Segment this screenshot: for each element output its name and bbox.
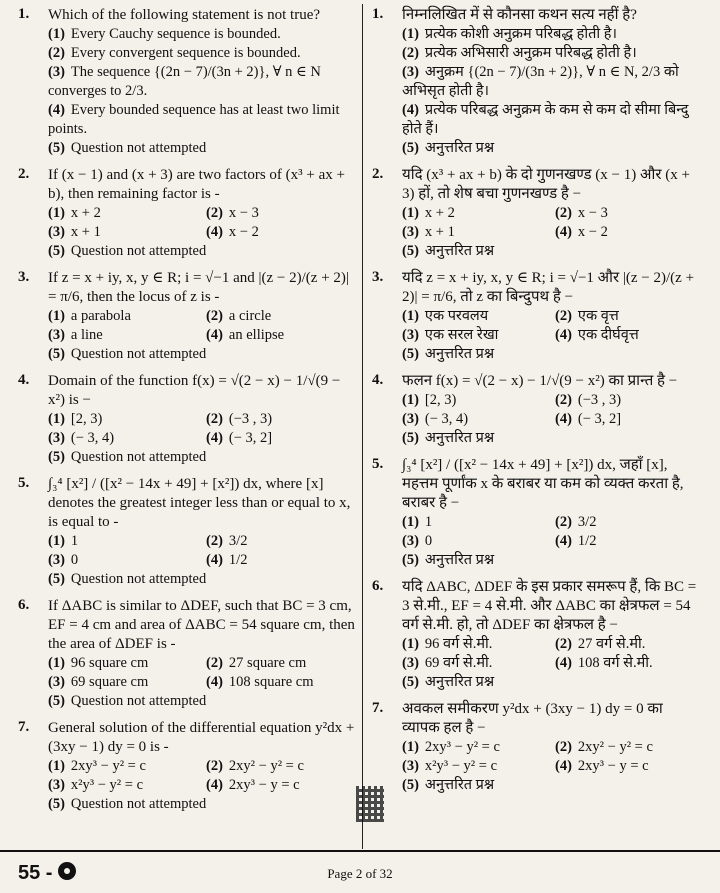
question-number: 1. xyxy=(18,6,30,22)
option-text: 27 वर्ग से.मी. xyxy=(577,636,646,652)
option-text: अनुत्तरित प्रश्न xyxy=(424,674,495,690)
option xyxy=(48,654,200,673)
option-text: 96 वर्ग से.मी. xyxy=(424,636,493,652)
option-number: (2) xyxy=(555,514,572,530)
option-number: (5) xyxy=(48,693,65,709)
option-text: एक वृत्त xyxy=(577,308,619,324)
option xyxy=(555,513,702,532)
option-text: Question not attempted xyxy=(70,243,207,259)
option-number: (1) xyxy=(402,392,419,408)
option xyxy=(206,551,358,570)
option-text: (− 3, 4) xyxy=(70,430,115,446)
options-grid xyxy=(402,391,702,429)
option xyxy=(206,757,358,776)
option xyxy=(402,204,549,223)
option xyxy=(206,654,358,673)
option xyxy=(555,532,702,551)
option xyxy=(402,307,549,326)
option-number: (3) xyxy=(402,64,419,80)
question-number: 6. xyxy=(18,597,30,613)
option-number: (3) xyxy=(402,533,419,549)
question-text: Domain of the function f(x) = √(2 − x) − 1/√(9 − x²) is − xyxy=(48,373,341,408)
option xyxy=(48,429,200,448)
option-text: [2, 3) xyxy=(70,411,103,427)
question-1-hi xyxy=(372,6,702,158)
option-number: (2) xyxy=(206,205,223,221)
option xyxy=(48,44,358,63)
options-list xyxy=(48,25,358,158)
option-text: प्रत्येक अभिसारी अनुक्रम परिबद्ध होती है। xyxy=(424,45,637,61)
option-text: एक दीर्घवृत्त xyxy=(577,327,639,343)
option-text: Question not attempted xyxy=(70,693,207,709)
option-text: 69 वर्ग से.मी. xyxy=(424,655,493,671)
option-text: (− 3, 2] xyxy=(577,411,622,427)
option-text: x²y³ − y² = c xyxy=(70,777,144,793)
option xyxy=(402,635,549,654)
option-text: अनुत्तरित प्रश्न xyxy=(424,140,495,156)
option-text: प्रत्येक कोशी अनुक्रम परिबद्ध होती है। xyxy=(424,26,617,42)
option-number: (4) xyxy=(555,758,572,774)
option xyxy=(402,326,549,345)
option xyxy=(48,757,200,776)
option-number: (5) xyxy=(48,346,65,362)
option-text: a line xyxy=(70,327,103,343)
option-number: (3) xyxy=(48,64,65,80)
option xyxy=(402,410,549,429)
option-text: x − 2 xyxy=(577,224,608,240)
qr-code-icon xyxy=(356,786,384,822)
option-text: Question not attempted xyxy=(70,449,207,465)
question-text: यदि (x³ + ax + b) के दो गुणनखण्ड (x − 1) और (x + 3) हों, तो शेष बचा गुणनखण्ड है − xyxy=(402,167,690,202)
question-number: 7. xyxy=(18,719,30,735)
option-number: (4) xyxy=(48,102,65,118)
option xyxy=(555,391,702,410)
option-number: (3) xyxy=(48,674,65,690)
option-number: (1) xyxy=(402,636,419,652)
option xyxy=(48,139,358,158)
options-grid xyxy=(402,738,702,776)
option xyxy=(48,242,358,261)
option-text: Question not attempted xyxy=(70,571,207,587)
option xyxy=(48,551,200,570)
option-text: x + 1 xyxy=(70,224,101,240)
option xyxy=(555,326,702,345)
option xyxy=(555,223,702,242)
option xyxy=(555,307,702,326)
option-text: 1 xyxy=(70,533,79,549)
option xyxy=(48,570,358,589)
option xyxy=(48,25,358,44)
option-text: a circle xyxy=(228,308,272,324)
options-grid xyxy=(402,307,702,345)
option-number: (4) xyxy=(206,327,223,343)
options-list xyxy=(402,204,702,261)
options-list xyxy=(402,307,702,364)
option-number: (3) xyxy=(402,655,419,671)
column-divider xyxy=(362,4,363,849)
options-list xyxy=(48,654,358,711)
option-number: (5) xyxy=(402,552,419,568)
option-number: (1) xyxy=(48,655,65,671)
option-text: अनुत्तरित प्रश्न xyxy=(424,552,495,568)
question-5-hi xyxy=(372,456,702,570)
option-number: (5) xyxy=(402,777,419,793)
option-text: x − 2 xyxy=(228,224,259,240)
option-number: (1) xyxy=(402,26,419,42)
question-text: फलन f(x) = √(2 − x) − 1/√(9 − x²) का प्रान्त है − xyxy=(402,373,678,389)
option-text: 1/2 xyxy=(228,552,248,568)
option xyxy=(206,532,358,551)
option-text: a parabola xyxy=(70,308,131,324)
question-4-hi xyxy=(372,372,702,448)
option xyxy=(206,673,358,692)
option-number: (5) xyxy=(48,243,65,259)
question-text: अवकल समीकरण y²dx + (3xy − 1) dy = 0 का व्यापक हल है − xyxy=(402,701,663,736)
options-list xyxy=(402,635,702,692)
option-number: (5) xyxy=(402,140,419,156)
option-number: (3) xyxy=(48,327,65,343)
option-text: [2, 3) xyxy=(424,392,457,408)
option-number: (2) xyxy=(402,45,419,61)
options-grid xyxy=(402,513,702,551)
question-number: 4. xyxy=(372,372,384,388)
question-text: यदि ΔABC, ΔDEF के इस प्रकार समरूप हैं, कि BC = 3 से.मी., EF = 4 से.मी. और ΔABC का क्षेत्रफल = 54 वर्ग से.मी. हो, तो ΔDEF का क्षेत्रफल है − xyxy=(402,579,697,633)
hindi-column xyxy=(372,6,702,803)
options-list xyxy=(48,307,358,364)
option xyxy=(402,101,702,139)
option-number: (5) xyxy=(402,243,419,259)
option-text: अनुत्तरित प्रश्न xyxy=(424,346,495,362)
option xyxy=(402,345,702,364)
option-number: (2) xyxy=(555,392,572,408)
option xyxy=(48,63,358,101)
options-list xyxy=(402,391,702,448)
option-number: (5) xyxy=(48,140,65,156)
option-number: (2) xyxy=(206,411,223,427)
question-number: 1. xyxy=(372,6,384,22)
option-text: (−3 , 3) xyxy=(577,392,622,408)
option-number: (2) xyxy=(206,308,223,324)
options-list xyxy=(48,410,358,467)
question-text: Which of the following statement is not true? xyxy=(48,7,321,23)
option xyxy=(555,410,702,429)
question-7-en xyxy=(18,719,358,814)
option-number: (1) xyxy=(48,26,65,42)
option-number: (2) xyxy=(555,636,572,652)
question-number: 3. xyxy=(18,269,30,285)
option-text: Question not attempted xyxy=(70,140,207,156)
option-text: an ellipse xyxy=(228,327,285,343)
option-number: (4) xyxy=(555,224,572,240)
option xyxy=(48,204,200,223)
option-number: (2) xyxy=(555,205,572,221)
option-text: (− 3, 4) xyxy=(424,411,469,427)
question-1-en xyxy=(18,6,358,158)
question-number: 3. xyxy=(372,269,384,285)
question-number: 2. xyxy=(372,166,384,182)
option-text: (− 3, 2] xyxy=(228,430,273,446)
question-number: 2. xyxy=(18,166,30,182)
option-number: (2) xyxy=(206,758,223,774)
option-number: (4) xyxy=(402,102,419,118)
option-text: x²y³ − y² = c xyxy=(424,758,498,774)
option-number: (5) xyxy=(402,430,419,446)
options-list xyxy=(402,513,702,570)
option-text: 108 वर्ग से.मी. xyxy=(577,655,653,671)
option xyxy=(402,513,549,532)
option xyxy=(402,429,702,448)
question-5-en xyxy=(18,475,358,589)
option-number: (2) xyxy=(555,739,572,755)
option-text: अनुत्तरित प्रश्न xyxy=(424,243,495,259)
question-2-hi xyxy=(372,166,702,261)
option-number: (4) xyxy=(206,224,223,240)
option-text: 0 xyxy=(70,552,79,568)
option xyxy=(402,44,702,63)
page-of-label: Page 2 of 32 xyxy=(327,866,393,881)
option-number: (3) xyxy=(402,327,419,343)
option-number: (1) xyxy=(48,533,65,549)
option xyxy=(402,223,549,242)
question-text: यदि z = x + iy, x, y ∈ R; i = √−1 और |(z − 2)/(z + 2)| = π/6, तो z का बिन्दुपथ है − xyxy=(402,270,695,305)
option xyxy=(48,692,358,711)
option-text: Question not attempted xyxy=(70,346,207,362)
option-text: 27 square cm xyxy=(228,655,307,671)
options-grid xyxy=(48,204,358,242)
option-number: (5) xyxy=(402,346,419,362)
question-6-hi xyxy=(372,578,702,692)
question-3-en xyxy=(18,269,358,364)
option-number: (1) xyxy=(402,514,419,530)
question-text: If (x − 1) and (x + 3) are two factors of (x³ + ax + b), then remaining factor is - xyxy=(48,167,345,202)
option xyxy=(48,795,358,814)
page-footer xyxy=(0,850,720,893)
option-text: 2xy² − y² = c xyxy=(577,739,653,755)
options-list xyxy=(402,738,702,795)
option-text: एक सरल रेखा xyxy=(424,327,499,343)
options-grid xyxy=(48,307,358,345)
english-column xyxy=(18,6,358,822)
option-text: 96 square cm xyxy=(70,655,149,671)
option xyxy=(206,776,358,795)
question-4-en xyxy=(18,372,358,467)
option-number: (4) xyxy=(206,777,223,793)
option-number: (1) xyxy=(402,308,419,324)
option-text: 2xy³ − y² = c xyxy=(424,739,500,755)
option-number: (4) xyxy=(206,430,223,446)
question-text: ∫₃⁴ [x²] / ([x² − 14x + 49] + [x²]) dx, where [x] denotes the greatest integer less than or equal to x, is equal to - xyxy=(48,476,351,530)
option-number: (5) xyxy=(48,571,65,587)
options-grid xyxy=(48,410,358,448)
option-number: (4) xyxy=(555,533,572,549)
option-text: 2xy³ − y = c xyxy=(228,777,300,793)
option-number: (4) xyxy=(555,655,572,671)
option xyxy=(402,391,549,410)
option-text: x − 3 xyxy=(577,205,608,221)
question-text: If ΔABC is similar to ΔDEF, such that BC = 3 cm, EF = 4 cm and area of ΔABC = 54 square cm, then the area of ΔDEF is - xyxy=(48,598,355,652)
option-text: Every Cauchy sequence is bounded. xyxy=(70,26,281,42)
option-number: (1) xyxy=(48,308,65,324)
option-number: (3) xyxy=(402,224,419,240)
option xyxy=(48,776,200,795)
question-text: निम्नलिखित में से कौनसा कथन सत्य नहीं है? xyxy=(402,7,637,23)
option-text: Question not attempted xyxy=(70,796,207,812)
option xyxy=(402,25,702,44)
option-number: (4) xyxy=(555,411,572,427)
option-number: (2) xyxy=(555,308,572,324)
options-grid xyxy=(402,635,702,673)
option xyxy=(402,673,702,692)
option-number: (1) xyxy=(48,411,65,427)
option-number: (3) xyxy=(48,430,65,446)
option-number: (2) xyxy=(206,533,223,549)
option xyxy=(206,410,358,429)
option-number: (2) xyxy=(48,45,65,61)
option xyxy=(402,738,549,757)
question-3-hi xyxy=(372,269,702,364)
option xyxy=(206,307,358,326)
option-text: 3/2 xyxy=(577,514,597,530)
options-grid xyxy=(48,757,358,795)
option-text: 0 xyxy=(424,533,433,549)
option-text: 3/2 xyxy=(228,533,248,549)
question-number: 5. xyxy=(372,456,384,472)
option xyxy=(48,410,200,429)
option xyxy=(555,738,702,757)
option xyxy=(48,101,358,139)
question-number: 7. xyxy=(372,700,384,716)
option-number: (3) xyxy=(48,224,65,240)
option xyxy=(402,139,702,158)
option-text: 1 xyxy=(424,514,433,530)
option xyxy=(206,223,358,242)
option-number: (1) xyxy=(48,205,65,221)
option-text: 1/2 xyxy=(577,533,597,549)
option-number: (5) xyxy=(402,674,419,690)
option-number: (3) xyxy=(48,552,65,568)
question-6-en xyxy=(18,597,358,711)
question-2-en xyxy=(18,166,358,261)
question-number: 5. xyxy=(18,475,30,491)
option xyxy=(48,223,200,242)
option xyxy=(402,532,549,551)
option xyxy=(48,673,200,692)
option xyxy=(402,776,702,795)
question-number: 4. xyxy=(18,372,30,388)
option-text: प्रत्येक परिबद्ध अनुक्रम के कम से कम दो सीमा बिन्दु होते हैं। xyxy=(402,102,689,137)
option xyxy=(48,326,200,345)
option-number: (3) xyxy=(402,758,419,774)
option xyxy=(48,307,200,326)
option-text: अनुत्तरित प्रश्न xyxy=(424,430,495,446)
option xyxy=(555,654,702,673)
page-number: 55 - xyxy=(18,862,53,884)
option-text: 69 square cm xyxy=(70,674,149,690)
option xyxy=(206,429,358,448)
question-text: General solution of the differential equation y²dx + (3xy − 1) dy = 0 is - xyxy=(48,720,355,755)
option xyxy=(555,635,702,654)
option-number: (1) xyxy=(402,739,419,755)
option-number: (1) xyxy=(48,758,65,774)
option-text: The sequence {(2n − 7)/(3n + 2)}, ∀ n ∈ N converges to 2/3. xyxy=(48,64,321,99)
option xyxy=(555,757,702,776)
option-text: x + 1 xyxy=(424,224,455,240)
option-text: Every bounded sequence has at least two limit points. xyxy=(48,102,340,137)
options-grid xyxy=(48,654,358,692)
option xyxy=(402,654,549,673)
option-number: (5) xyxy=(48,449,65,465)
option-text: Every convergent sequence is bounded. xyxy=(70,45,301,61)
option-text: 2xy³ − y² = c xyxy=(70,758,146,774)
option xyxy=(402,63,702,101)
options-list xyxy=(402,25,702,158)
option-text: एक परवलय xyxy=(424,308,489,324)
options-list xyxy=(48,532,358,589)
option xyxy=(555,204,702,223)
option-text: x + 2 xyxy=(70,205,101,221)
option-text: अनुक्रम {(2n − 7)/(3n + 2)}, ∀ n ∈ N, 2/3 को अभिसृत होती है। xyxy=(402,64,679,99)
option xyxy=(48,532,200,551)
option-text: 2xy² − y² = c xyxy=(228,758,304,774)
question-number: 6. xyxy=(372,578,384,594)
option xyxy=(206,326,358,345)
option-number: (1) xyxy=(402,205,419,221)
option xyxy=(402,551,702,570)
question-7-hi xyxy=(372,700,702,795)
option-text: अनुत्तरित प्रश्न xyxy=(424,777,495,793)
options-grid xyxy=(48,532,358,570)
option-text: 2xy³ − y = c xyxy=(577,758,649,774)
question-text: ∫₃⁴ [x²] / ([x² − 14x + 49] + [x²]) dx, जहाँ [x], महत्तम पूर्णांक x के बराबर या कम को व्यक्त करता है, बराबर है − xyxy=(402,457,684,511)
option-number: (5) xyxy=(48,796,65,812)
option-number: (3) xyxy=(48,777,65,793)
option-number: (4) xyxy=(206,552,223,568)
option-number: (2) xyxy=(206,655,223,671)
option-text: (−3 , 3) xyxy=(228,411,273,427)
option-text: x − 3 xyxy=(228,205,259,221)
option-number: (3) xyxy=(402,411,419,427)
option-text: x + 2 xyxy=(424,205,455,221)
option-number: (4) xyxy=(206,674,223,690)
question-text: If z = x + iy, x, y ∈ R; i = √−1 and |(z − 2)/(z + 2)| = π/6, then the locus of z is - xyxy=(48,270,349,305)
option-number: (4) xyxy=(555,327,572,343)
options-list xyxy=(48,204,358,261)
option-text: 108 square cm xyxy=(228,674,314,690)
option xyxy=(402,242,702,261)
option xyxy=(206,204,358,223)
options-list xyxy=(48,757,358,814)
options-grid xyxy=(402,204,702,242)
option xyxy=(48,448,358,467)
option xyxy=(48,345,358,364)
option xyxy=(402,757,549,776)
